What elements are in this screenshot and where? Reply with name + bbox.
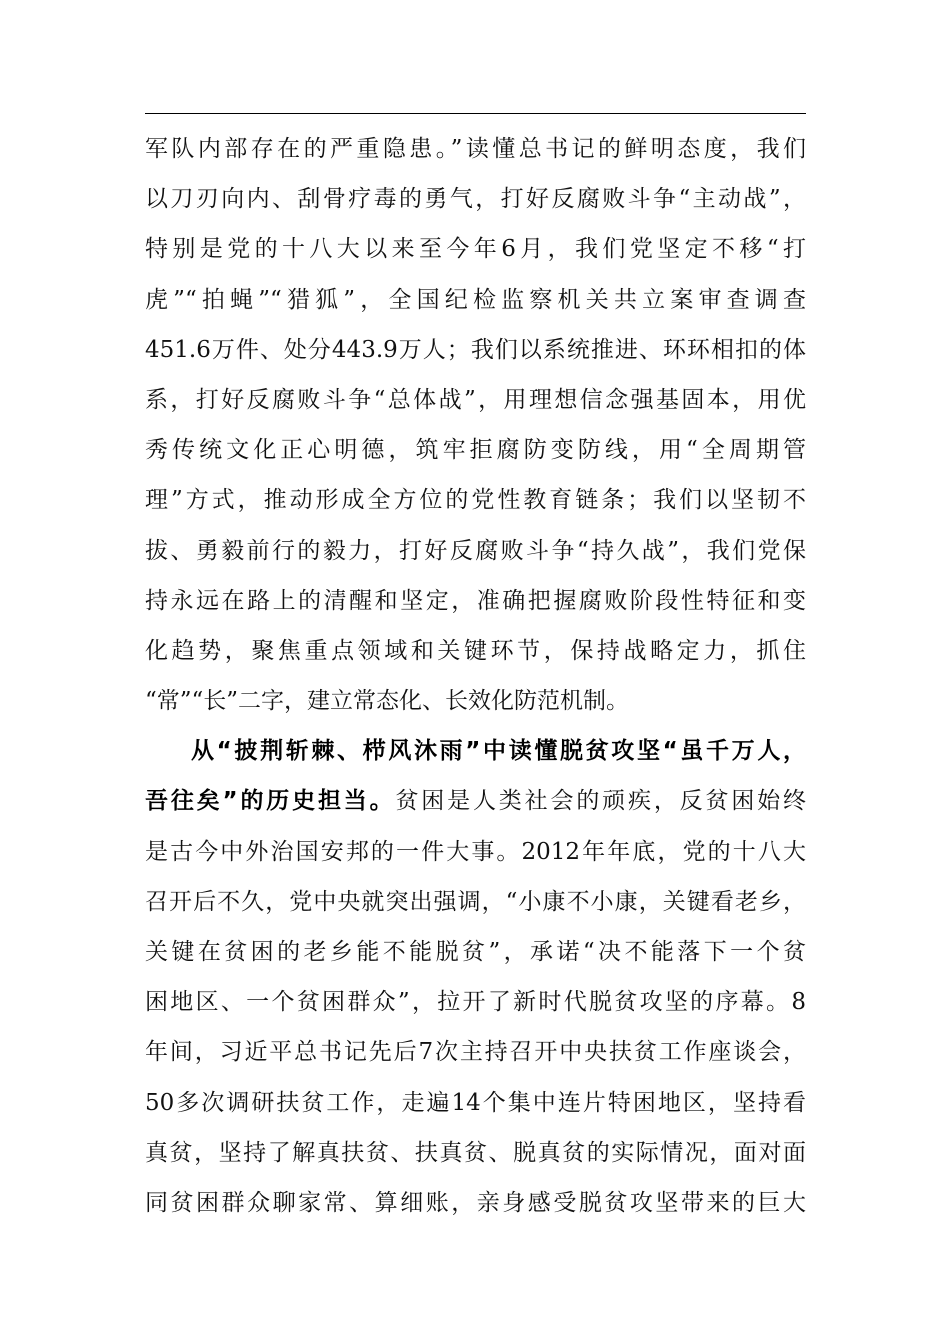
body-text-run: 贫困是人类社会的顽疾，反贫困始终 bbox=[395, 788, 806, 815]
body-line: 年间，习近平总书记先后7次主持召开中央扶贫工作座谈会， bbox=[145, 1039, 806, 1066]
body-line: 是古今中外治国安邦的一件大事。2012年年底，党的十八大 bbox=[145, 838, 806, 865]
body-line: 理”方式，推动形成全方位的党性教育链条；我们以坚韧不 bbox=[145, 487, 806, 514]
document-body bbox=[145, 124, 806, 1228]
section-heading-part-2: 吾往矣”的历史担当。 bbox=[145, 788, 396, 815]
body-line: 军队内部存在的严重隐患。”读懂总书记的鲜明态度，我们 bbox=[145, 136, 806, 162]
body-line: 系，打好反腐败斗争“总体战”，用理想信念强基固本，用优 bbox=[145, 386, 806, 413]
body-line: 召开后不久，党中央就突出强调，“小康不小康，关键看老乡， bbox=[145, 888, 806, 915]
body-line: 以刀刃向内、刮骨疗毒的勇气，打好反腐败斗争“主动战”， bbox=[145, 186, 806, 213]
body-line: 秀传统文化正心明德，筑牢拒腐防变防线，用“全周期管 bbox=[145, 437, 806, 464]
body-line: 50多次调研扶贫工作，走遍14个集中连片特困地区，坚持看 bbox=[145, 1089, 806, 1116]
body-line: 虎”“拍蝇”“猎狐”，全国纪检监察机关共立案审查调查 bbox=[145, 286, 806, 313]
body-line: 关键在贫困的老乡能不能脱贫”，承诺“决不能落下一个贫 bbox=[145, 939, 806, 965]
body-line: 拔、勇毅前行的毅力，打好反腐败斗争“持久战”，我们党保 bbox=[145, 537, 806, 564]
body-line: 化趋势，聚焦重点领域和关键环节，保持战略定力，抓住 bbox=[145, 637, 806, 664]
body-line: 451.6万件、处分443.9万人；我们以系统推进、环环相扣的体 bbox=[145, 336, 806, 363]
header-rule bbox=[145, 113, 806, 114]
body-line: 同贫困群众聊家常、算细账，亲身感受脱贫攻坚带来的巨大 bbox=[145, 1189, 806, 1216]
section-heading-line bbox=[145, 726, 806, 776]
body-line: 困地区、一个贫困群众”，拉开了新时代脱贫攻坚的序幕。8 bbox=[145, 989, 806, 1016]
body-line bbox=[145, 776, 806, 826]
body-line: 真贫，坚持了解真扶贫、扶真贫、脱真贫的实际情况，面对面 bbox=[145, 1139, 806, 1166]
body-line: 特别是党的十八大以来至今年6月，我们党坚定不移“打 bbox=[145, 236, 806, 263]
body-line: “常”“长”二字，建立常态化、长效化防范机制。 bbox=[145, 688, 630, 715]
section-heading-part-1: 从“披荆斩棘、栉风沐雨”中读懂脱贫攻坚“虽千万人， bbox=[191, 738, 806, 765]
body-line: 持永远在路上的清醒和坚定，准确把握腐败阶段性特征和变 bbox=[145, 587, 806, 614]
